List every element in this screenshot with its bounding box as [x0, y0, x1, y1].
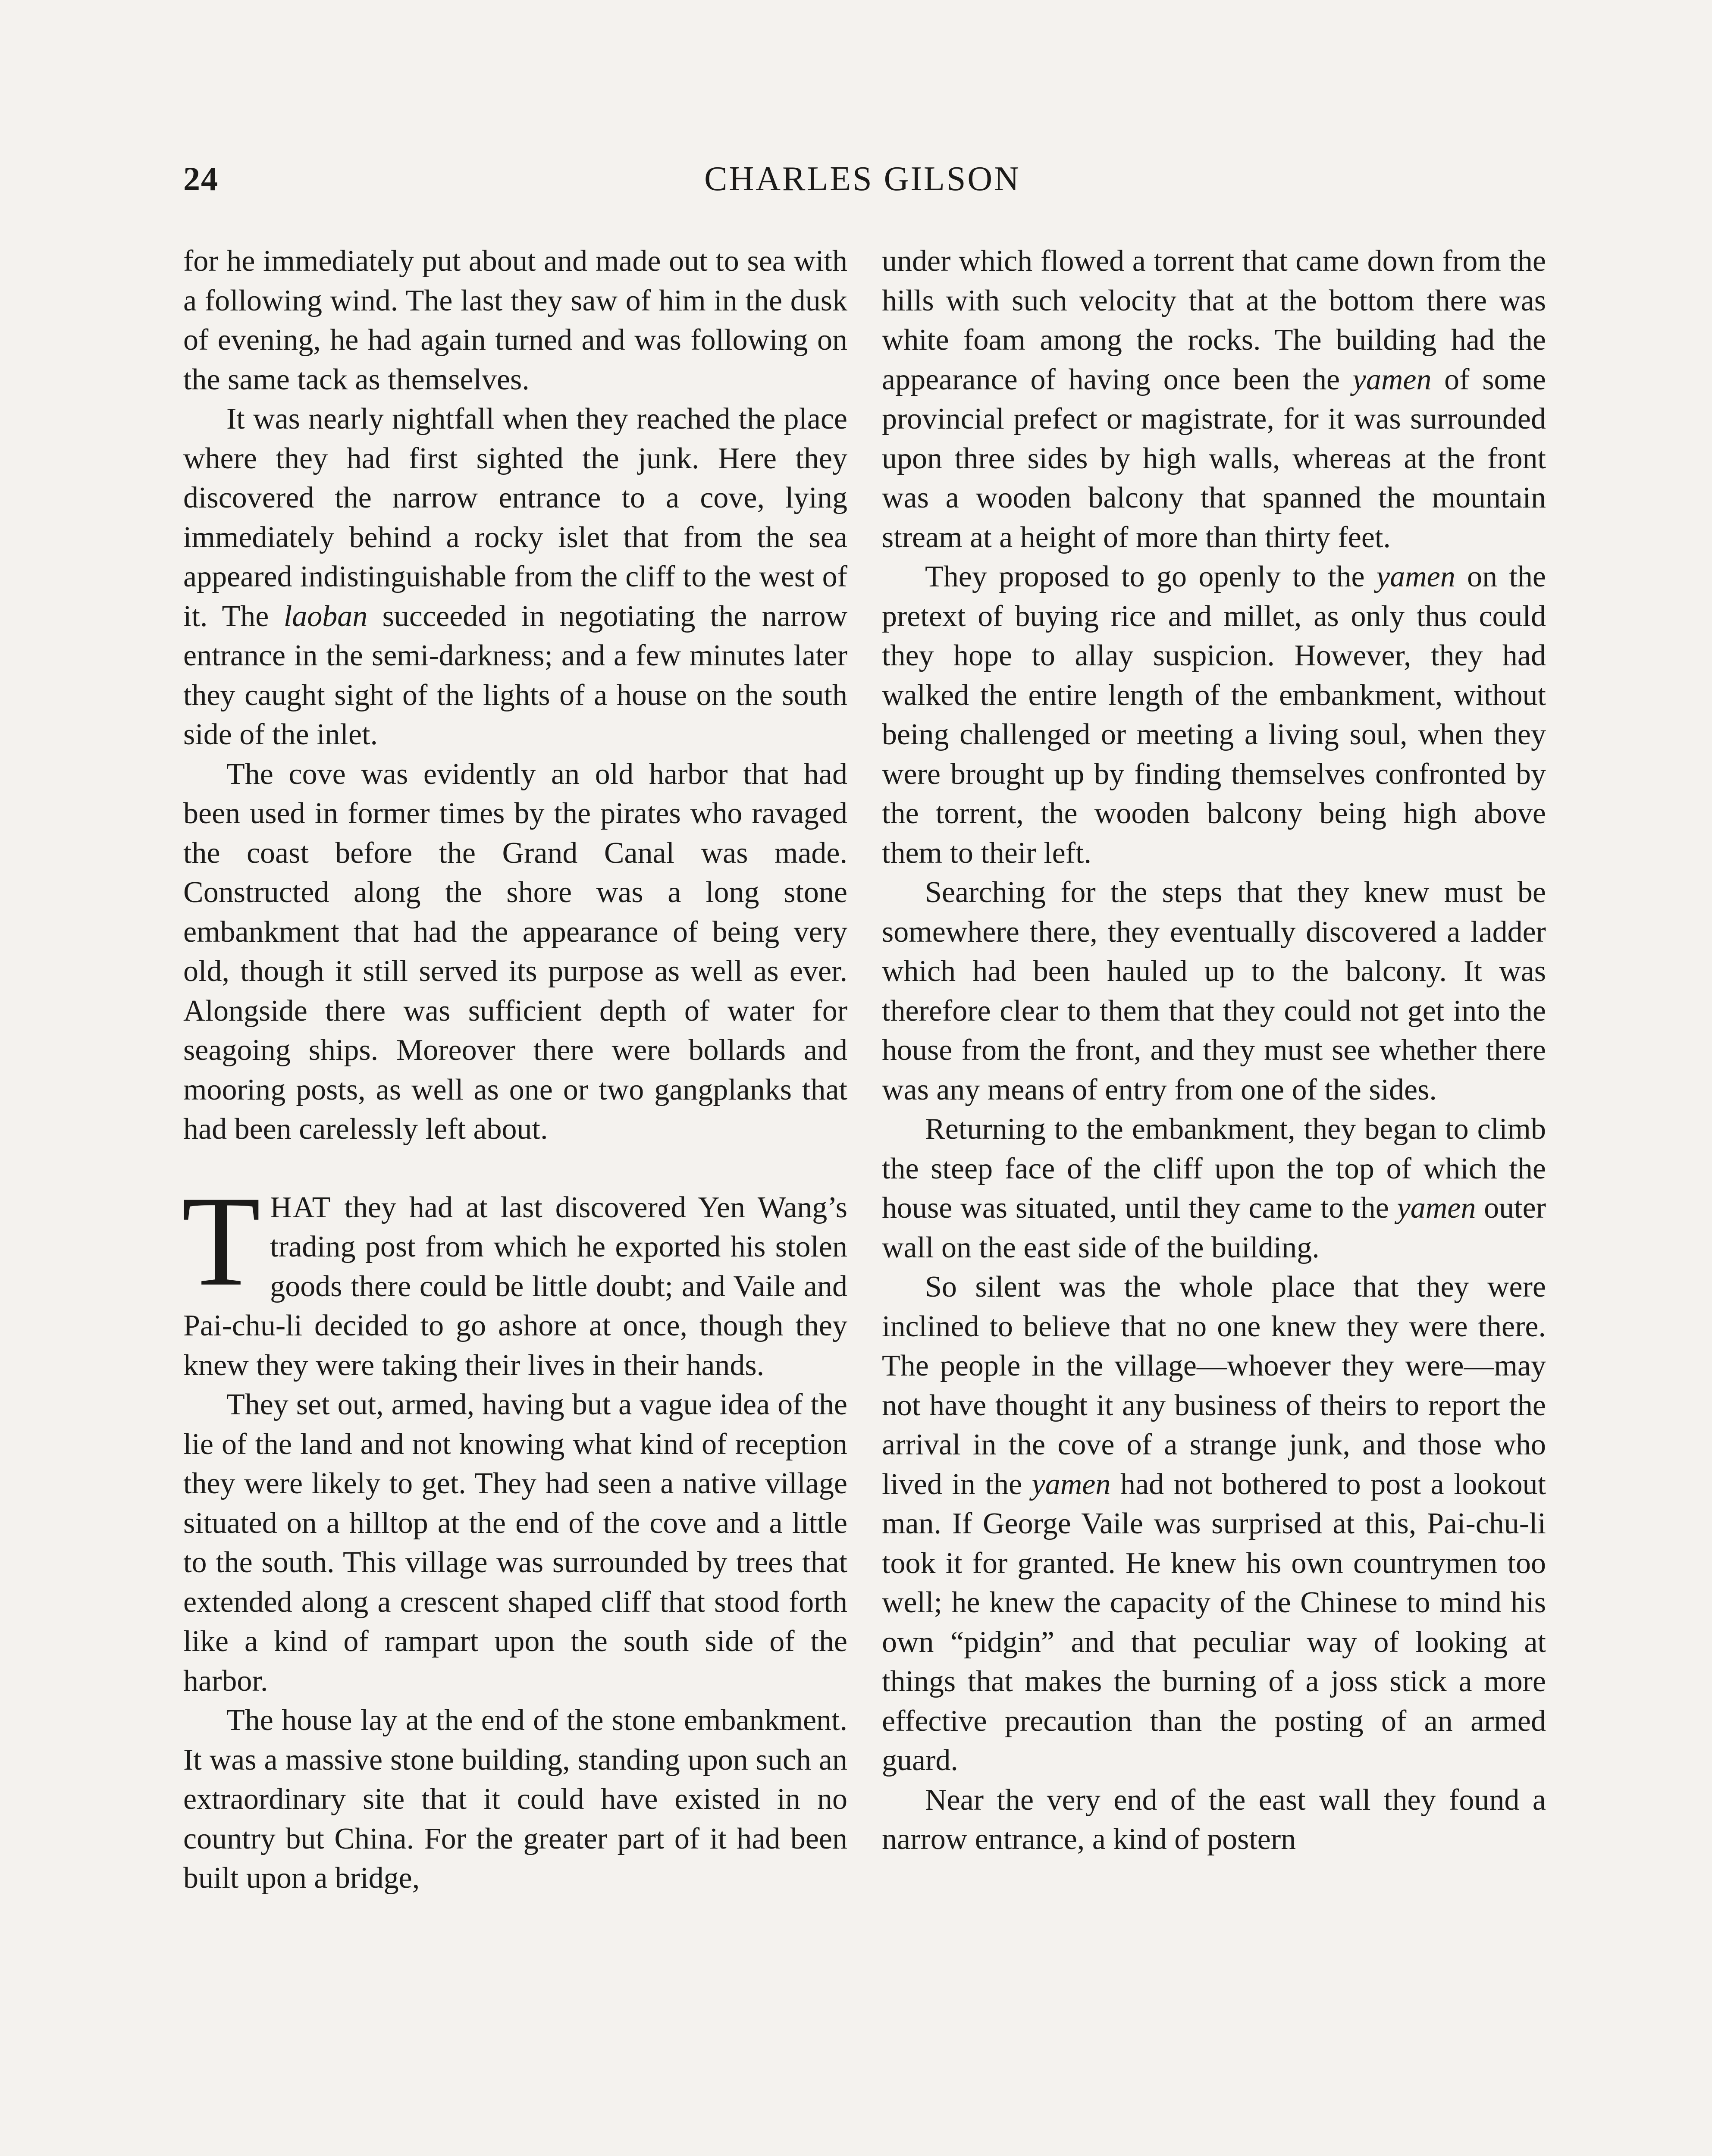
- paragraph: Returning to the embankment, they began to climb the steep face of the cliff upon the top of which the house was situated, until they came to the yamen outer wall on the east side of the building.: [882, 1112, 1546, 1264]
- paragraph: The cove was evidently an old harbor that had been used in former times by the pirates who ravaged the coast before the Grand Canal was made. Constructed along the shore was a long stone embankment that had the appearance of being very old, though it still served its purpose as well as ever. Alongside there was sufficient depth of water for seagoing ships. Moreover there were bollards and mooring posts, as well as one or two gangplanks that had been carelessly left about.: [183, 757, 847, 1146]
- page-number: 24: [183, 160, 219, 197]
- paragraph: It was nearly nightfall when they reached the place where they had first sighted the junk. Here they discovered the narrow entrance to a cove, lying immediately behind a rocky islet that from the sea appeared indistinguishable from the cliff to the west of it. The laoban succeeded in negotiating the narrow entrance in the semi-darkness; and a few minutes later they caught sight of the lights of a house on the south side of the inlet.: [183, 402, 847, 751]
- drop-cap: T: [182, 1169, 261, 1313]
- paragraph: under which flowed a torrent that came down from the hills with such velocity that at the bottom there was white foam among the rocks. The building had the appearance of having once been the yamen of some provincial prefect or magistrate, for it was surrounded upon three sides by high walls, whereas at the front was a wooden balcony that spanned the mountain stream at a height of more than thirty feet.: [882, 244, 1546, 554]
- paragraph: The house lay at the end of the stone embankment. It was a massive stone building, standing upon such an extraordinary site that it could have existed in no country but China. For the greater part of it had been built upon a bridge,: [183, 1704, 847, 1895]
- left-column: [183, 241, 847, 1898]
- section-opening-paragraph: THAT they had at last discovered Yen Wang’s trading post from which he exported his stolen goods there could be little doubt; and Vaile and Pai-chu-li decided to go ashore at once, though they knew they were taking their lives in their hands.: [182, 1169, 847, 1382]
- paragraph: Searching for the steps that they knew must be somewhere there, they eventually discovered a ladder which had been hauled up to the balcony. It was therefore clear to them that they could not get into the house from the front, and they must see whether there was any means of entry from one of the sides.: [882, 876, 1546, 1106]
- right-column: [882, 241, 1546, 1859]
- paragraph: So silent was the whole place that they were inclined to believe that no one knew they were there. The people in the village—whoever they were—may not have thought it any business of theirs to report the arrival in the cove of a strange junk, and those who lived in the yamen had not bothered to post a lookout man. If George Vaile was surprised at this, Pai-chu-li took it for granted. He knew his own countrymen too well; he knew the capacity of the Chinese to mind his own “pidgin” and that peculiar way of looking at things that makes the burning of a joss stick a more effective precaution than the posting of an armed guard.: [882, 1270, 1546, 1777]
- paragraph: They set out, armed, having but a vague idea of the lie of the land and not knowing what kind of reception they were likely to get. They had seen a native village situated on a hilltop at the end of the cove and a little to the south. This village was surrounded by trees that extended along a crescent shaped cliff that stood forth like a kind of rampart upon the south side of the harbor.: [183, 1388, 847, 1698]
- paragraph: They proposed to go openly to the yamen on the pretext of buying rice and millet, as only thus could they hope to allay suspicion. However, they had walked the entire length of the embankment, without being challenged or meeting a living soul, when they were brought up by finding themselves confronted by the torrent, the wooden balcony being high above them to their left.: [882, 560, 1546, 870]
- paragraph: Near the very end of the east wall they found a narrow entrance, a kind of postern: [882, 1783, 1546, 1856]
- page-header: [183, 160, 1542, 207]
- running-head: CHARLES GILSON: [704, 160, 1021, 198]
- paragraph: for he immediately put about and made out to sea with a following wind. The last they saw of him in the dusk of evening, he had again turned and was following on the same tack as themselves.: [183, 244, 847, 396]
